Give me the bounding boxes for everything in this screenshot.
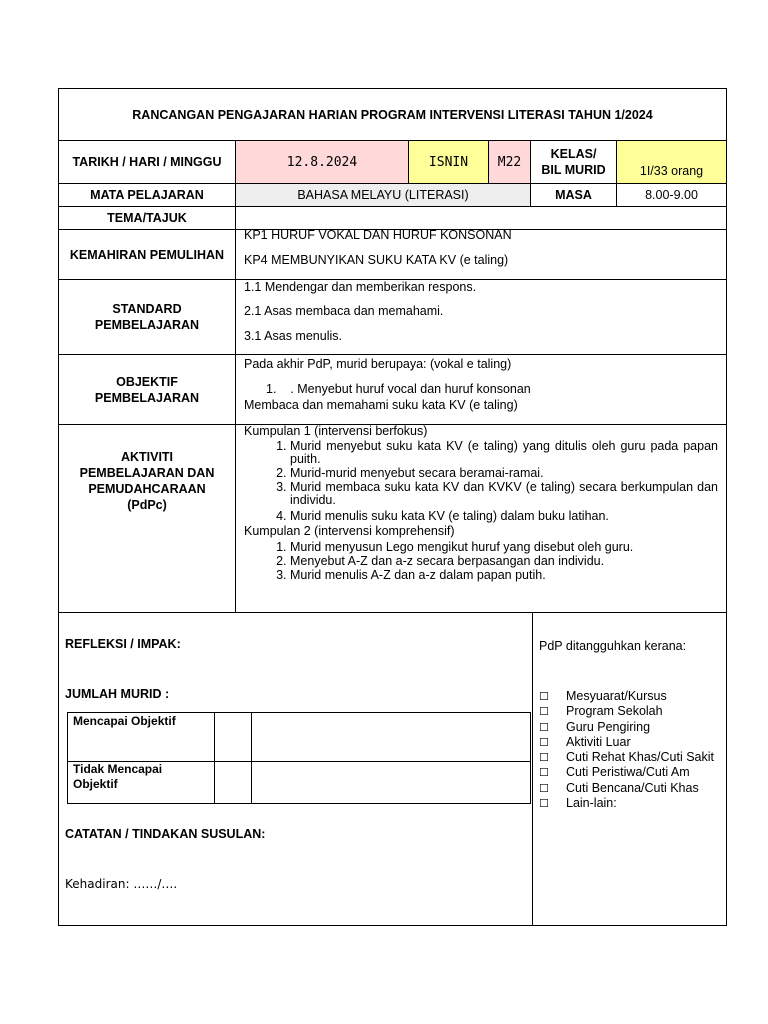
standard-line: 3.1 Asas menulis. (244, 329, 342, 343)
kelas-value: 1I/33 orang (616, 141, 726, 183)
aktiviti-label-line-1: AKTIVITI (120, 450, 174, 464)
group-1-list (236, 440, 726, 523)
objektif-label (59, 355, 235, 424)
kemahiran-content (235, 230, 726, 279)
tarikh-label: TARIKH / HARI / MINGGU (72, 155, 222, 169)
refleksi-section (59, 613, 532, 925)
mata-pelajaran-value: BAHASA MELAYU (LITERASI) (235, 184, 530, 206)
standard-label (59, 280, 235, 354)
tema-label: TEMA/TAJUK (107, 211, 187, 225)
checklist-label: Cuti Rehat Khas/Cuti Sakit (566, 750, 714, 765)
objektif-label-line-2: PEMBELAJARAN (94, 390, 200, 405)
refleksi-label: REFLEKSI / IMPAK: (65, 637, 181, 651)
standard-line: 1.1 Mendengar dan memberikan respons. (244, 280, 477, 294)
group-2-item: 3. Murid menulis A-Z dan a-z dalam papan putih. (290, 569, 726, 582)
checklist-item[interactable] (539, 750, 714, 765)
objektif-line-2: Membaca dan memahami suku kata KV (e taling) (244, 398, 518, 412)
aktiviti-label-line-4: (PdPc) (127, 498, 167, 512)
aktiviti-label-line-3: PEMUDAHCARAAN (88, 482, 206, 496)
tidak-mencapai-line-2: Objektif (73, 777, 118, 791)
checklist-item[interactable] (539, 689, 714, 704)
kehadiran-text: Kehadiran: ……/…. (65, 877, 178, 891)
objektif-item-1: 1. . Menyebut huruf vocal dan huruf konsonan (266, 382, 531, 396)
mencapai-label: Mencapai Objektif (73, 714, 176, 728)
checklist-item[interactable] (539, 765, 714, 780)
row-refleksi (59, 612, 726, 925)
objektif-label-line-1: OBJEKTIF (116, 374, 178, 389)
checkbox-icon[interactable]: ☐ (539, 690, 549, 703)
checkbox-icon[interactable]: ☐ (539, 705, 549, 719)
jumlah-murid-label: JUMLAH MURID : (65, 687, 170, 701)
checklist-item[interactable] (539, 735, 714, 750)
ditangguhkan-label: PdP ditangguhkan kerana: (539, 639, 687, 653)
kelas-label-line-1: KELAS/ (550, 147, 597, 161)
checklist-item[interactable] (539, 720, 714, 735)
group-2-item: 2. Menyebut A-Z dan a-z secara berpasangan dan individu. (290, 555, 726, 568)
date-value: 12.8.2024 (235, 141, 408, 183)
checklist-label: Cuti Peristiwa/Cuti Am (566, 765, 690, 780)
aktiviti-label-line-2: PEMBELAJARAN DAN (79, 466, 215, 480)
kelas-label (530, 141, 616, 183)
checklist-label: Lain-lain: (566, 796, 617, 811)
group-1-heading: Kumpulan 1 (intervensi berfokus) (244, 424, 428, 438)
objektif-item-1-text: . Menyebut huruf vocal dan huruf konsonan (290, 382, 531, 396)
objective-result-table (67, 712, 531, 804)
week-value: M22 (488, 141, 530, 183)
day-value: ISNIN (408, 141, 488, 183)
checkbox-icon[interactable]: ☐ (539, 797, 549, 811)
checklist-item[interactable] (539, 704, 714, 719)
checklist-label: Program Sekolah (566, 704, 663, 719)
objektif-content (235, 355, 726, 424)
group-1-item: 1. Murid menyebut suku kata KV (e taling) yang ditulis oleh guru pada papan puith. (290, 440, 726, 466)
aktiviti-label (59, 425, 235, 612)
row-aktiviti (59, 424, 726, 612)
group-2-list (236, 541, 726, 582)
table-divider (251, 713, 252, 803)
row-standard (59, 279, 726, 354)
checkbox-icon[interactable]: ☐ (539, 735, 549, 749)
group-2-item: 1. Murid menyusun Lego mengikut huruf yang disebut oleh guru. (290, 541, 726, 554)
checklist-item[interactable] (539, 796, 714, 811)
aktiviti-content (235, 425, 726, 612)
standard-line: 2.1 Asas membaca dan memahami. (244, 304, 444, 318)
lesson-plan-document (58, 88, 727, 926)
group-1-item: 4. Murid menulis suku kata KV (e taling) dalam buku latihan. (290, 510, 726, 523)
row-kemahiran (59, 229, 726, 279)
group-1-item: 2. Murid-murid menyebut secara beramai-ramai. (290, 467, 726, 480)
group-2-heading: Kumpulan 2 (intervensi komprehensif) (244, 524, 455, 538)
masa-value: 8.00-9.00 (616, 184, 726, 206)
row-objektif (59, 354, 726, 424)
tema-value (235, 207, 726, 229)
kelas-label-line-2: BIL MURID (541, 163, 606, 177)
row-tarikh (59, 140, 726, 183)
tidak-mencapai-line-1: Tidak Mencapai (73, 762, 163, 776)
catatan-label: CATATAN / TINDAKAN SUSULAN: (65, 827, 266, 841)
document-title: RANCANGAN PENGAJARAN HARIAN PROGRAM INTERVENSI LITERASI TAHUN 1/2024 (132, 107, 653, 122)
tidak-mencapai-label (73, 762, 162, 792)
ditangguhkan-section (532, 613, 726, 925)
checklist-item[interactable] (539, 781, 714, 796)
checklist-label: Mesyuarat/Kursus (566, 689, 667, 703)
checkbox-icon[interactable]: ☐ (539, 781, 549, 795)
table-divider (214, 713, 215, 803)
checklist-label: Cuti Bencana/Cuti Khas (566, 780, 699, 795)
standard-label-line-2: PEMBELAJARAN (94, 318, 200, 332)
row-tema (59, 206, 726, 229)
kemahiran-line: KP1 HURUF VOKAL DAN HURUF KONSONAN (244, 228, 512, 242)
standard-content (235, 280, 726, 354)
ditangguhkan-checklist (539, 689, 714, 811)
checklist-label: Aktiviti Luar (566, 734, 631, 749)
group-1-item: 3. Murid membaca suku kata KV dan KVKV (e taling) secara berkumpulan dan individu. (290, 481, 726, 507)
mata-pelajaran-label: MATA PELAJARAN (90, 188, 204, 202)
standard-label-line-1: STANDARD (112, 302, 182, 316)
kemahiran-line: KP4 MEMBUNYIKAN SUKU KATA KV (e taling) (244, 253, 509, 267)
checklist-label: Guru Pengiring (566, 719, 651, 734)
checkbox-icon[interactable]: ☐ (539, 720, 549, 734)
checkbox-icon[interactable]: ☐ (539, 766, 549, 780)
row-mata-pelajaran (59, 183, 726, 206)
objektif-intro: Pada akhir PdP, murid berupaya: (vokal e taling) (244, 357, 512, 371)
checkbox-icon[interactable]: ☐ (539, 751, 549, 765)
masa-label: MASA (530, 184, 616, 206)
kemahiran-label: KEMAHIRAN PEMULIHAN (69, 247, 225, 262)
